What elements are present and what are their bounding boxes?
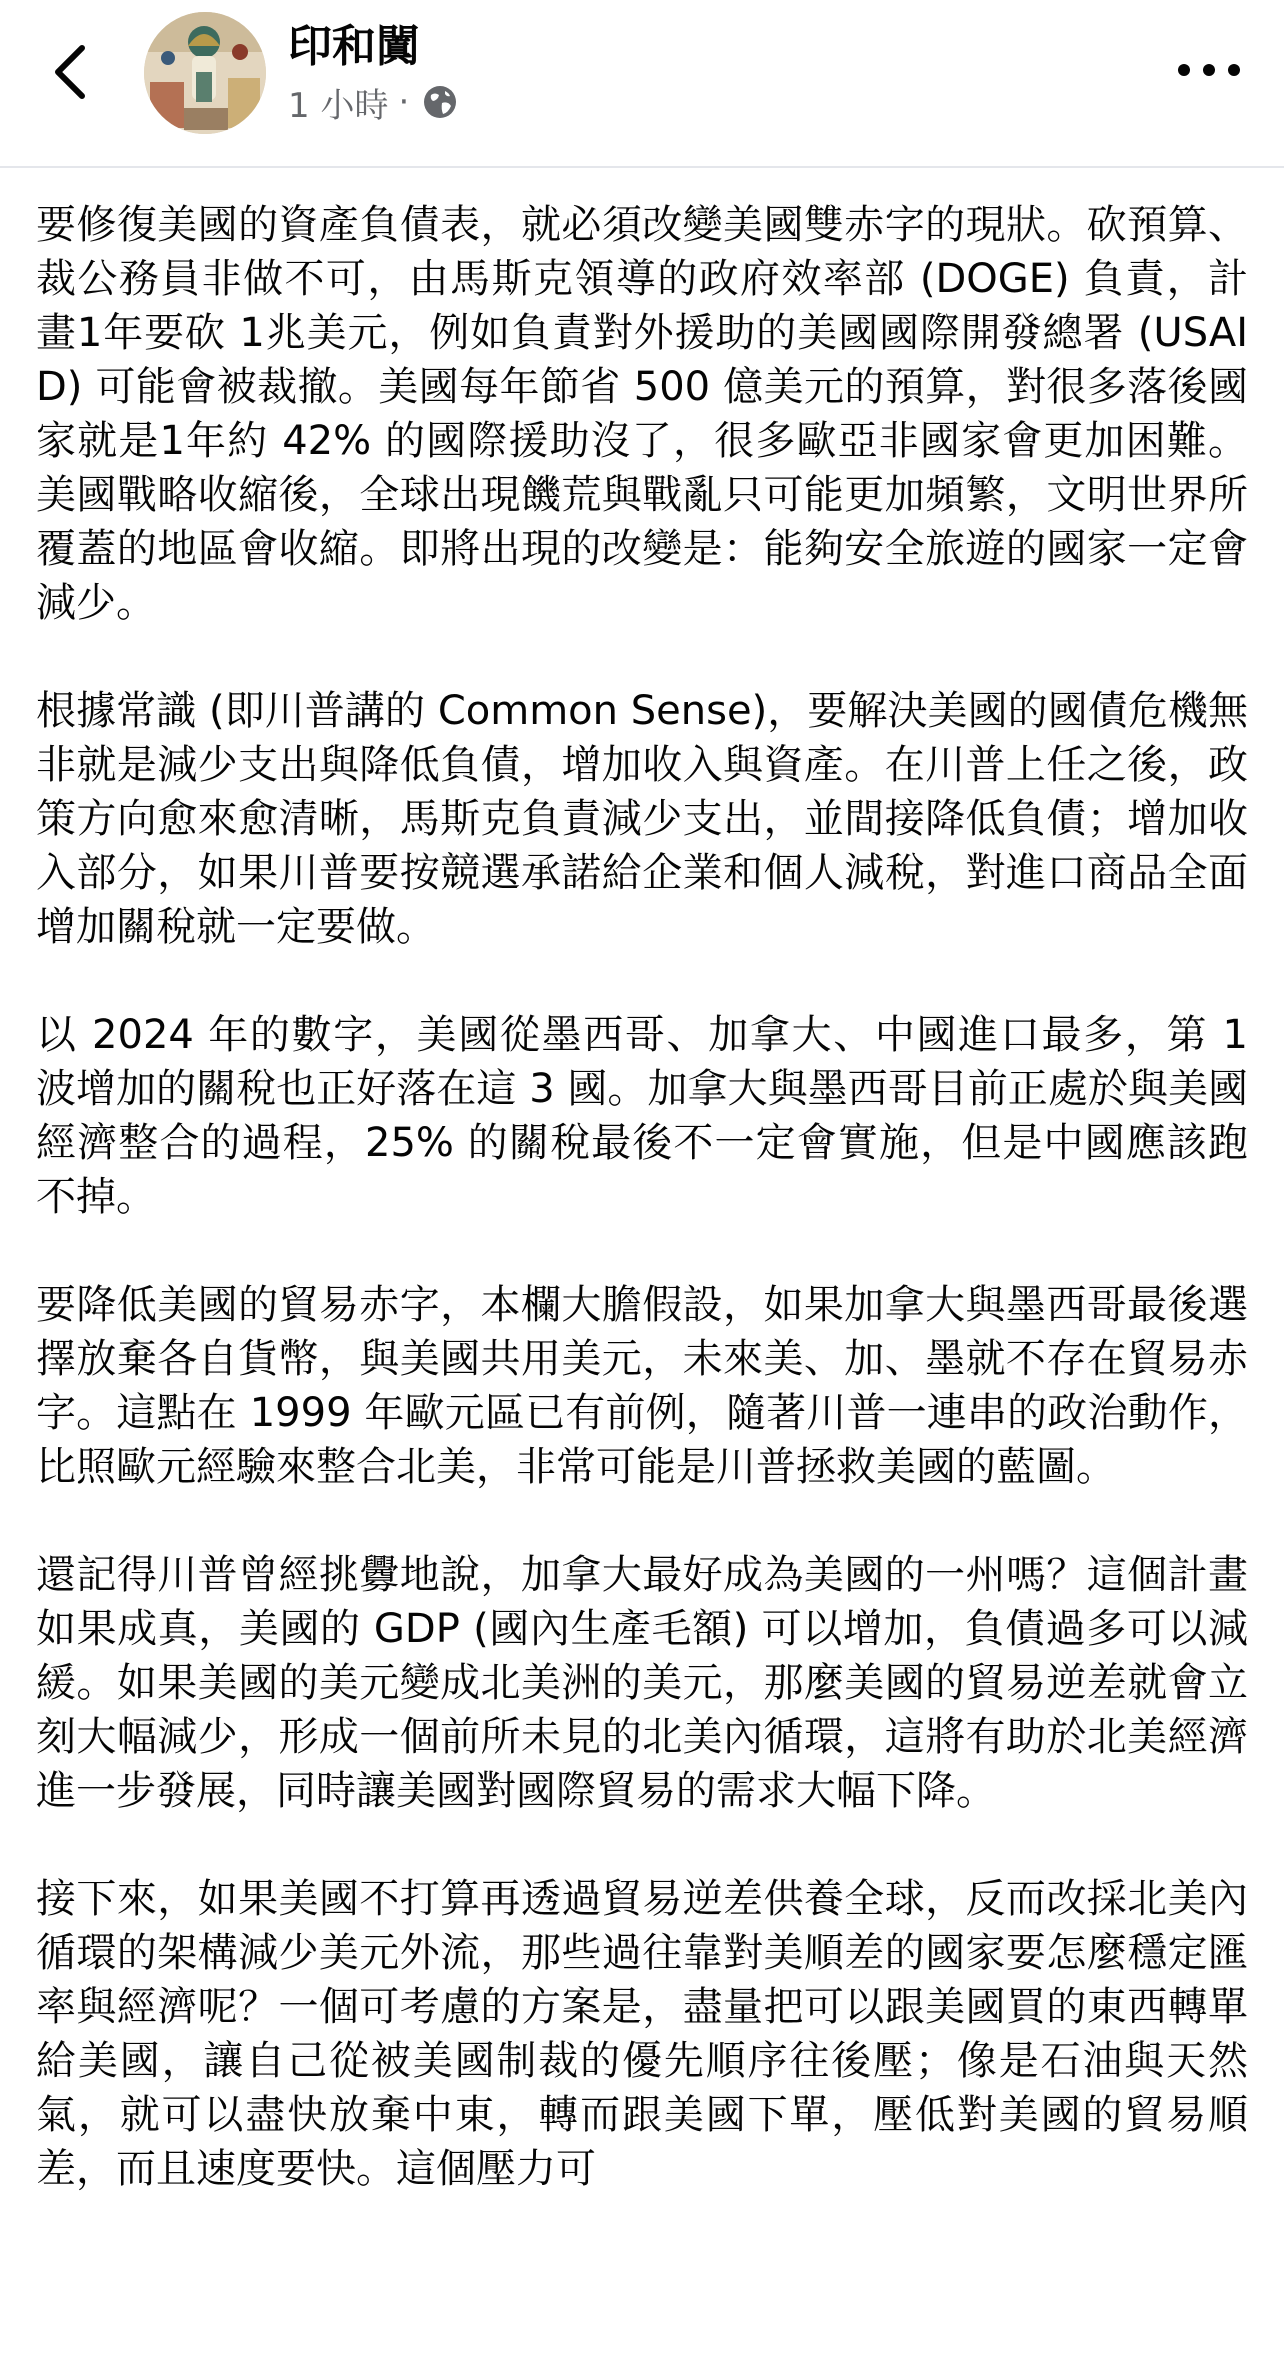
- post-paragraph: 接下來，如果美國不打算再透過貿易逆差供養全球，反而改採北美內循環的架構減少美元外流，那些過往靠對美順差的國家要怎麼穩定匯率與經濟呢？一個可考慮的方案是，盡量把可以跟美國買的東西轉單給美國，讓自己從被美國制裁的優先順序往後壓；像是石油與天然氣，就可以盡快放棄中東，轉而跟美國下單，壓低對美國的貿易順差，而且速度要快。這個壓力可: [36, 1876, 1248, 2192]
- post-paragraph: 以 2024 年的數字，美國從墨西哥、加拿大、中國進口最多，第 1 波增加的關稅也正好落在這 3 國。加拿大與墨西哥目前正處於與美國經濟整合的過程，25% 的關稅最後不一定會實施，但是中國應該跑不掉。: [36, 1012, 1248, 1220]
- meta-separator: ·: [398, 82, 410, 122]
- author-name[interactable]: 印和闐: [288, 21, 420, 72]
- post-paragraph: 還記得川普曾經挑釁地說，加拿大最好成為美國的一州嗎？這個計畫如果成真，美國的 GDP (國內生產毛額) 可以增加，負債過多可以減緩。如果美國的美元變成北美洲的美元，那麼美國的貿易逆差就會立刻大幅減少，形成一個前所未見的北美內循環，這將有助於北美經濟進一步發展，同時讓美國對國際貿易的需求大幅下降。: [36, 1552, 1248, 1814]
- avatar-image: [144, 12, 266, 134]
- back-button[interactable]: [40, 36, 104, 108]
- more-options-button[interactable]: [1174, 50, 1244, 90]
- post-paragraph: 要降低美國的貿易赤字，本欄大膽假設，如果加拿大與墨西哥最後選擇放棄各自貨幣，與美國共用美元，未來美、加、墨就不存在貿易赤字。這點在 1999 年歐元區已有前例，隨著川普一連串的政治動作，比照歐元經驗來整合北美，非常可能是川普拯救美國的藍圖。: [36, 1282, 1248, 1490]
- avatar[interactable]: [144, 12, 266, 134]
- globe-icon: [421, 83, 459, 121]
- post-header: [0, 0, 1284, 168]
- post-time[interactable]: 1 小時: [288, 85, 389, 126]
- more-dots-icon: [1174, 50, 1244, 90]
- post-paragraph: 根據常識 (即川普講的 Common Sense)，要解決美國的國債危機無非就是減少支出與降低負債，增加收入與資產。在川普上任之後，政策方向愈來愈清晰，馬斯克負責減少支出，並間接降低負債；增加收入部分，如果川普要按競選承諾給企業和個人減稅，對進口商品全面增加關稅就一定要做。: [36, 688, 1248, 950]
- post-body: [36, 198, 1248, 2250]
- post-meta: [288, 80, 459, 124]
- post-paragraph: 要修復美國的資產負債表，就必須改變美國雙赤字的現狀。砍預算、裁公務員非做不可，由馬斯克領導的政府效率部 (DOGE) 負責，計畫1年要砍 1兆美元，例如負責對外援助的美國國際開發總署 (USAID) 可能會被裁撤。美國每年節省 500 億美元的預算，對很多落後國家就是1年約 42% 的國際援助沒了，很多歐亞非國家會更加困難。美國戰略收縮後，全球出現饑荒與戰亂只可能更加頻繁，文明世界所覆蓋的地區會收縮。即將出現的改變是：能夠安全旅遊的國家一定會減少。: [36, 202, 1248, 626]
- chevron-left-icon: [40, 36, 104, 108]
